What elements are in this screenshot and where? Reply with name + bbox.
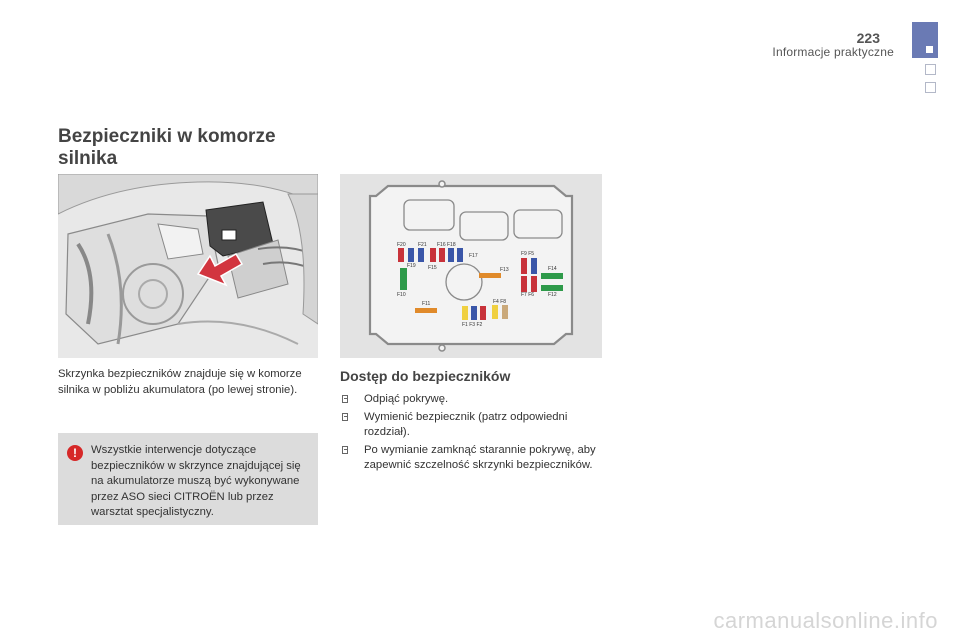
fuse-box-svg [340, 174, 602, 358]
section-name: Informacje praktyczne [772, 45, 894, 59]
list-item [340, 410, 610, 441]
checkbox-bullet-icon [342, 446, 348, 454]
fuse-label: F21 [418, 242, 427, 248]
fuse-label: F10 [397, 292, 406, 298]
warning-box [58, 433, 318, 525]
fuse-label: F9 F5 [521, 251, 535, 257]
exclamation-icon: ! [67, 445, 83, 461]
step-text: Po wymianie zamknąć starannie pokrywę, aby zapewnić szczelność skrzynki bezpieczników. [364, 443, 596, 471]
list-item [340, 392, 610, 408]
list-item [340, 443, 610, 474]
fuse-label: F16 F18 [437, 242, 456, 248]
fuse-label: F7 F6 [521, 292, 535, 298]
fuse-label: F11 [422, 301, 431, 307]
access-steps [340, 392, 610, 476]
step-text: Wymienić bezpiecznik (patrz odpowiedni rozdział). [364, 410, 568, 438]
fuse-label: F17 [469, 253, 478, 259]
chapter-tab-empty[interactable] [925, 82, 936, 93]
tab-marker [926, 46, 933, 53]
checkbox-bullet-icon [342, 395, 348, 403]
chapter-tab[interactable] [912, 22, 938, 58]
warning-text: Wszystkie interwencje dotyczące bezpieczników w skrzynce znajdującej się na akumulatorze muszą być wykonywane przez ASO sieci CITROËN lub przez warsztat specjalistyczny. [91, 444, 301, 518]
fuse-label: F4 F8 [493, 299, 507, 305]
fuse-box-diagram [340, 174, 602, 358]
step-text: Odpiąć pokrywę. [364, 393, 449, 405]
fuse-label: F20 [397, 242, 406, 248]
engine-illustration [58, 174, 318, 358]
checkbox-bullet-icon [342, 413, 348, 421]
engine-compartment-photo [58, 174, 318, 358]
fuse-label: F14 [548, 266, 557, 272]
fuse-label: F15 [428, 265, 437, 271]
fuse-label: F19 [407, 263, 416, 269]
fuse-label: F12 [548, 292, 557, 298]
chapter-tab-empty[interactable] [925, 64, 936, 75]
fuse-label: F1 F3 F2 [462, 322, 483, 328]
watermark: carmanualsonline.info [713, 608, 938, 633]
page-number: 223 [856, 30, 880, 46]
intro-text: Skrzynka bezpieczników znajduje się w komorze silnika w pobliżu akumulatora (po lewej stronie). [58, 368, 302, 396]
fuse-label: F13 [500, 267, 509, 273]
access-heading: Dostęp do bezpieczników [340, 368, 511, 384]
page-title: Bezpieczniki w komorze silnika [58, 126, 276, 169]
